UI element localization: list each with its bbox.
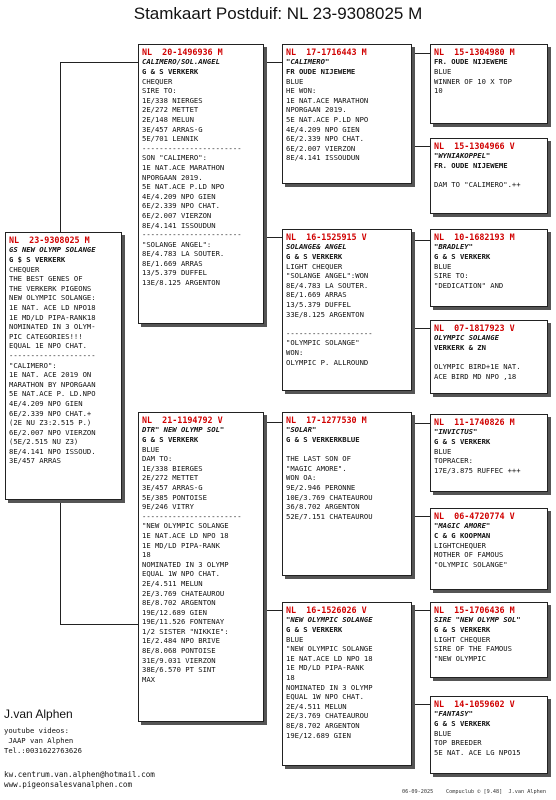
owner-name: G & S VERKERK [434,625,491,634]
ring-number: NL 15-1304980 M [434,47,515,57]
pigeon-card-mmm[interactable] [430,696,548,774]
pigeon-name: "BRADLEY" [434,242,473,252]
pigeon-card-ff[interactable] [282,44,412,184]
connector-line [264,62,282,63]
connector-line [60,62,61,232]
owner-name: G & S VERKERK [142,67,199,76]
owner-name: G & S VERKERK [434,437,491,446]
connector-line [412,423,430,424]
pigeon-details: BLUE TOP BREEDER 5E NAT. ACE LG NPO15 [434,728,521,757]
youtube-label: youtube videos: [4,726,69,735]
pigeon-details: CHEQUER THE BEST GENES OF THE VERKERK PIGEONS NEW OLYMPIC SOLANGE: 1E NAT. ACE LD NPO18 1E MD/LD PIPA-RANK18 NOMINATED IN 3 OLYM- PIC CATEGORIES!!! EQUAL 1E NPO CHAT. -------------------- "CALIMERO": 1E NAT. ACE 2019 ON MARATHON BY NPORGAAN 5E NAT.ACE P. LD.NPO 4E/4.209 NPO GIEN 6E/2.339 NPO CHAT.+ (2E NU Z3:2.515 P.) 6E/2.007 NPO VIERZON (5E/2.515 NU Z3) 8E/4.141 NPO ISSOUD. 3E/457 ARRAS [9,264,96,466]
connector-line [60,624,138,625]
pigeon-name: "CALIMERO" [286,57,330,67]
owner-name: G & S VERKERK [142,435,199,444]
connector-line [412,53,430,54]
connector-line [60,500,61,624]
ring-number: NL 16-1525915 V [286,232,367,242]
connector-line [264,610,282,611]
connector-line [264,422,265,610]
print-date: 06-09-2025 [402,789,434,795]
connector-line [60,62,138,63]
owner-name: G & S VERKERK [434,252,491,261]
ring-number: NL 15-1304966 V [434,141,515,151]
connector-line [412,328,430,329]
owner-name: G & S VERKERKBLUE [286,435,360,444]
pigeon-card-fff[interactable] [430,44,548,124]
pigeon-card-fmf[interactable] [430,229,548,307]
pigeon-card-mother[interactable] [138,412,264,722]
pigeon-details: CHEQUER SIRE TO: 1E/338 NIERGES 2E/272 METTET 2E/148 MELUN 3E/457 ARRAS-G 5E/701 LENNIK ----------------------- SON "CALIMERO": 1E NAT.ACE MARATHON NPORGAAN 2019. 5E NAT.ACE P.LD NPO 4E/4.209 NPO GIEN 6E/2.339 NPO CHAT. 6E/2.007 VIERZON 8E/4.141 ISSOUDUN ----------------------- "SOLANGE ANGEL": 8E/4.783 LA SOUTER. 8E/1.669 ARRAS 13/5.379 DUFFEL 13E/8.125 ARGENTON [142,76,242,288]
owner-name: G & S VERKERK [286,252,343,261]
phone-number: Tel.:0031622763626 [4,746,82,755]
breeder-name: J.van Alphen [4,707,73,721]
owner-name: FR. OUDE NIJEWEME [434,161,508,170]
connector-line [412,53,413,146]
pigeon-details: BLUE HE WON: 1E NAT.ACE MARATHON NPORGAAN 2019. 5E NAT.ACE P.LD NPO 4E/4.209 NPO GIEN 6E/2.339 NPO CHAT. 6E/2.007 VIERZON 8E/4.141 ISSOUDUN [286,76,369,163]
pigeon-details: BLUE WINNER OF 10 X TOP 10 [434,67,512,96]
connector-line [264,237,282,238]
software-credit: Compuclub © [9.48] J.van Alphen [446,789,546,795]
pigeon-card-fmm[interactable] [430,320,548,394]
ring-number: NL 06-4720774 V [434,511,515,521]
pigeon-details: OLYMPIC BIRD+1E NAT. ACE BIRD MD NPO ,18 [434,362,521,381]
ring-number: NL 14-1059602 V [434,699,515,709]
pigeon-card-mf[interactable] [282,412,412,576]
pigeon-name: CALIMERO/SOL.ANGEL [142,57,220,67]
pigeon-name: DTR" NEW OLYMP SOL" [142,425,225,435]
pigeon-name: "SOLAR" [286,425,317,435]
ring-number: NL 17-1277530 M [286,415,367,425]
pigeon-name: OLYMPIC SOLANGE [434,333,499,343]
ring-number: NL 17-1716443 M [286,47,367,57]
pigeon-name: "NEW OLYMPIC SOLANGE [286,615,373,625]
owner-name: G & S VERKERK [434,719,491,728]
pigeon-card-mfm[interactable] [430,508,548,590]
pigeon-name: SOLANGE& ANGEL [286,242,347,252]
pigeon-details: LIGHTCHEQUER MOTHER OF FAMOUS "OLYMPIC SOLANGE" [434,540,508,569]
connector-line [264,62,265,237]
pigeon-details: BLUE "NEW OLYMPIC SOLANGE 1E NAT.ACE LD NPO 18 1E MD/LD PIPA-RANK 18 NOMINATED IN 3 OLYMP EQUAL 1W NPO CHAT. 2E/4.511 MELUN 2E/3.769 CHATEAUROU 8E/8.702 ARGENTON 19E/12.689 GIEN [286,634,373,740]
pigeon-name: "INVICTUS" [434,427,478,437]
ring-number: NL 20-1496936 M [142,47,223,57]
pigeon-details: DAM TO "CALIMERO".++ [434,180,521,190]
ring-number: NL 16-1526026 V [286,605,367,615]
pigeon-card-ffm[interactable] [430,138,548,214]
connector-line [264,422,282,423]
owner-name: G $ S VERKERK [9,255,66,264]
pigeon-card-mm[interactable] [282,602,412,766]
connector-line [412,704,430,705]
owner-name: C & G KOOPMAN [434,531,491,540]
ring-number: NL 07-1817923 V [434,323,515,333]
pigeon-details: LIGHT CHEQUER "SOLANGE ANGEL":WON 8E/4.783 LA SOUTER. 8E/1.669 ARRAS 13/5.379 DUFFEL 33E/8.125 ARGENTON -------------------- "OLYMPIC SOLANGE" WON: OLYMPIC P. ALLROUND [286,261,373,367]
website-link[interactable]: www.pigeonsalesvanalphen.com [4,780,133,789]
pigeon-details: BLUE SIRE TO: "DEDICATION" AND [434,261,504,290]
pigeon-details: BLUE TOPRACER: 17E/3.875 RUFFEC +++ [434,446,521,475]
connector-line [412,610,413,704]
connector-line [412,240,430,241]
owner-name: VERKERK & ZN [434,343,486,352]
connector-line [412,516,430,517]
pigeon-card-fm[interactable] [282,229,412,391]
pigeon-name: "MAGIC AMORE" [434,521,491,531]
connector-line [412,423,413,516]
pigeon-card-main[interactable] [5,232,122,500]
pigeon-details: LIGHT CHEQUER SIRE OF THE FAMOUS "NEW OLYMPIC [434,634,512,663]
pigeon-details: BLUE DAM TO: 1E/338 BIERGES 2E/272 METTET 3E/457 ARRAS-G 5E/385 PONTOISE 9E/246 VITRY ----------------------- "NEW OLYMPIC SOLANGE 1E NAT.ACE LD NPO 18 1E MD/LD PIPA-RANK 18 NOMINATED IN 3 OLYMP EQUAL 1W NPO CHAT. 2E/4.511 MELUN 2E/3.769 CHATEAUROU 8E/8.702 ARGENTON 19E/12.689 GIEN 19E/11.526 FONTENAY 1/2 SISTER "NIKKIE": 1E/2.484 NPO BRIVE 8E/8.068 PONTOISE 31E/9.031 VIERZON 38E/6.570 PT SINT MAX [142,444,242,684]
pigeon-name: "WYNIAKOPPEL" [434,151,491,161]
owner-name: G & S VERKERK [286,625,343,634]
pigeon-name: SIRE "NEW OLYMP SOL" [434,615,521,625]
pigeon-name: GS NEW OLYMP SOLANGE [9,245,96,255]
owner-name: FR OUDE NIJEWEME [286,67,356,76]
pigeon-card-mmf[interactable] [430,602,548,678]
ring-number: NL 10-1682193 M [434,232,515,242]
ring-number: NL 21-1194792 V [142,415,223,425]
ring-number: NL 15-1706436 M [434,605,515,615]
page-title: Stamkaart Postduif: NL 23-9308025 M [133,4,423,23]
owner-name: FR. OUDE NIJEWEME [434,57,508,67]
ring-number: NL 11-1740826 M [434,417,515,427]
pigeon-name: "FANTASY" [434,709,473,719]
email-link[interactable]: kw.centrum.van.alphen@hotmail.com [4,770,155,779]
pigeon-details: THE LAST SON OF "MAGIC AMORE". WON OA: 9E/2.946 PERONNE 10E/3.769 CHATEAUROU 36/8.702 ARGENTON 52E/7.151 CHATEAUROU [286,454,373,521]
pigeon-card-father[interactable] [138,44,264,324]
connector-line [412,240,413,328]
pigeon-card-mff[interactable] [430,414,548,492]
connector-line [412,610,430,611]
youtube-channel[interactable]: JAAP van Alphen [4,736,74,745]
ring-number: NL 23-9308025 M [9,235,90,245]
connector-line [412,146,430,147]
